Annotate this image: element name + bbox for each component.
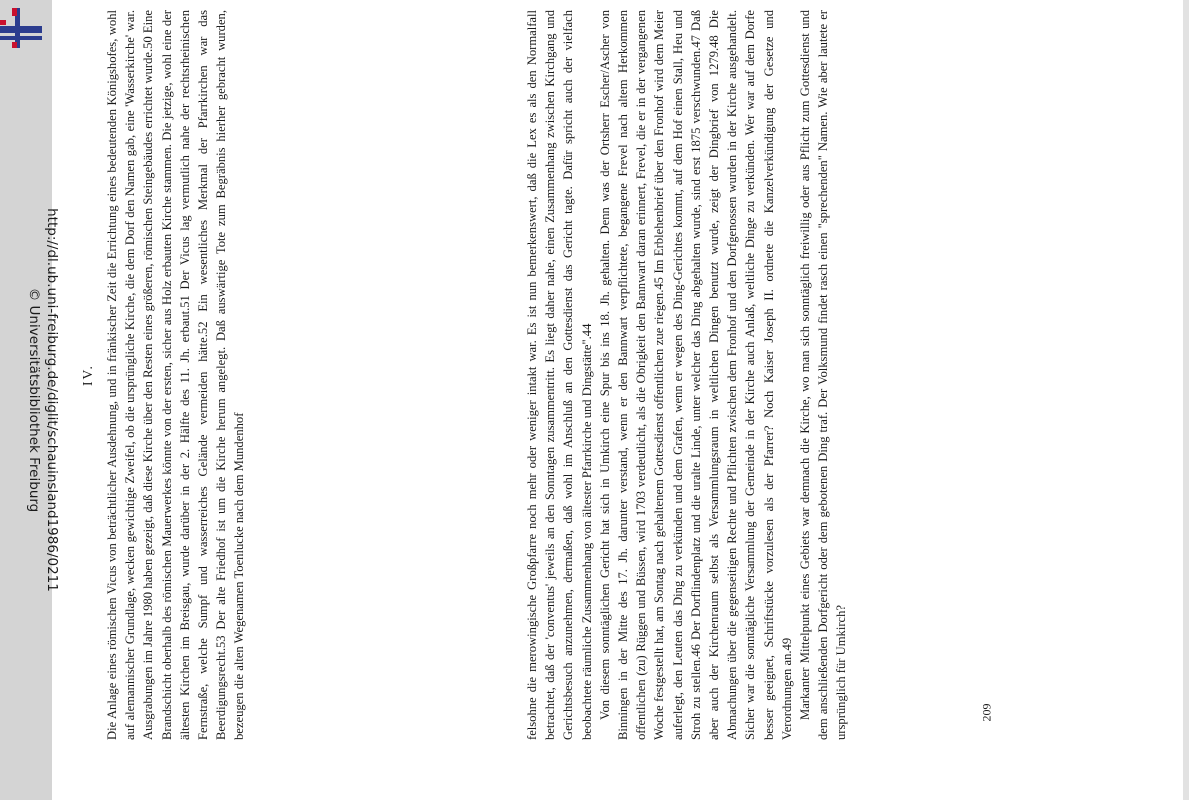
paragraph: Markanter Mittelpunkt eines Gebiets war demnach die Kirche, wo man sich sonntäglich freiwillig oder aus Pflicht zum Gottesdienst und dem anschließenden Dorfgericht oder dem gebotenen Ding traf. Der Volksmund findet rasch einen "sprechenden" Namen. Wie aber lautete er ursprünglich für Umkirch? xyxy=(798,10,849,740)
scanned-page xyxy=(80,10,1003,740)
source-url[interactable]: http://dl.ub.uni-freiburg.de/diglit/schauinsland1986/0211 xyxy=(44,208,60,592)
copyright-notice: © Universitätsbibliothek Freiburg xyxy=(26,287,42,513)
section-heading: IV. xyxy=(80,364,95,386)
page-number: 209 xyxy=(979,703,994,722)
viewer-sidebar xyxy=(0,0,60,800)
text-block-lower xyxy=(73,10,843,740)
paragraph: felsohne die merowingische Großpfarre noch mehr oder weniger intakt war. Es ist nun bemerkenswert, daß die Lex es als den Normalfall betrachtet, daß der 'conventus' jeweils an den Sonntagen zusammentritt. Es liegt daher nahe, einen Zusammenhang zwischen Kirchgang und Gerichtsbesuch anzunehmen, dermaßen, daß wohl im Anschluß an den Gottesdienst das Gericht tagte. Dafür spricht auch der vielfach beobachtete räumliche Zusammenhang von ältester Pfarrkirche und Dingstätte".44 xyxy=(525,10,594,740)
paragraph: Von diesem sonntäglichen Gericht hat sich in Umkirch eine Spur bis ins 18. Jh. gehalten. Denn was der Ortsherr Escher/Ascher von Binningen in der Mitte des 17. Jh. darunter verstand, wenn er den Bannwart verpflichtete, begangene Frevel nach altem Herkommen offentlichen (zu) Rüggen und Büssen, wird 1703 verdeutlicht, als die Obrigkeit den Bannwart daran erinnert, Frevel, die er in der vergangenen Woche festgestellt hat, am Sontag nach gehaltenem Gottesdienst offentlichen zue riegen.45 Im Erblehenbrief über den Fronhof wird dem Meier auferlegt, den Leuten das Ding zu verkünden und dem Grafen, wenn er wegen des Ding-Gerichtes kommt, auf dem Hof einen Stall, Heu und Stroh zu stellen.46 Der Dorflindenplatz und die uralte Linde, unter welcher das Ding abgehalten wurde, sind erst 1875 verschwunden.47 Daß aber auch der Kirchenraum selbst als Versammlungsraum in weltlichen Dingen benutzt wurde, zeigt der Dingbrief von 1279.48 Die Abmachungen über die gegenseitigen Rechte und Pflichten zwischen dem Fronhof und den Dorfgenossen wurden in der Kirche ausgehandelt. Sicher war die sonntägliche Versammlung der Gemeinde in der Kirche auch Anlaß, weltliche Dinge zu verkünden. Wer war auf dem Dorfe besser geeignet, Schriftstücke vorzulesen als der Pfarrer? Noch Kaiser Joseph II. ordnete die Kanzelverkündigung der Gesetze und Verordnungen an.49 xyxy=(597,10,794,740)
paragraph: Die Anlage eines römischen Vicus von beträchtlicher Ausdehnung, und in fränkischer Zeit die Errichtung eines bedeutenden Königshofes, wohl auf alemannischer Grundlage, wecken gewichtige Zweifel, ob die ursprüngliche Kirche, die dem Dorf den Namen gab, eine 'Wasserkirche' war. Ausgrabungen im Jahre 1980 haben gezeigt, daß diese Kirche über den Resten eines größeren, römischen Steingebäudes errichtet wurde.50 Eine Brandschicht oberhalb des römischen Mauerwerkes könnte von der ersten, sicher aus Holz erbauten Kirche stammen. Die jetzige, wohl eine der ältesten Kirchen im Breisgau, wurde darüber in der 2. Hälfte des 11. Jh. erbaut.51 Der Vicus lag vermutlich nahe der rechtsrheinischen Fernstraße, welche Sumpf und wasserreiches Gelände vermeiden hätte.52 Ein wesentliches Merkmal der Pfarrkirchen war das Beerdigungsrecht.53 Der alte Friedhof ist um die Kirche herum angelegt. Daß auswärtige Tote zum Begräbnis hierher gebracht wurden, bezeugen die alten Wegenamen Toenlucke nach dem Mundenhof xyxy=(105,10,247,740)
sidebar-text xyxy=(11,0,61,800)
